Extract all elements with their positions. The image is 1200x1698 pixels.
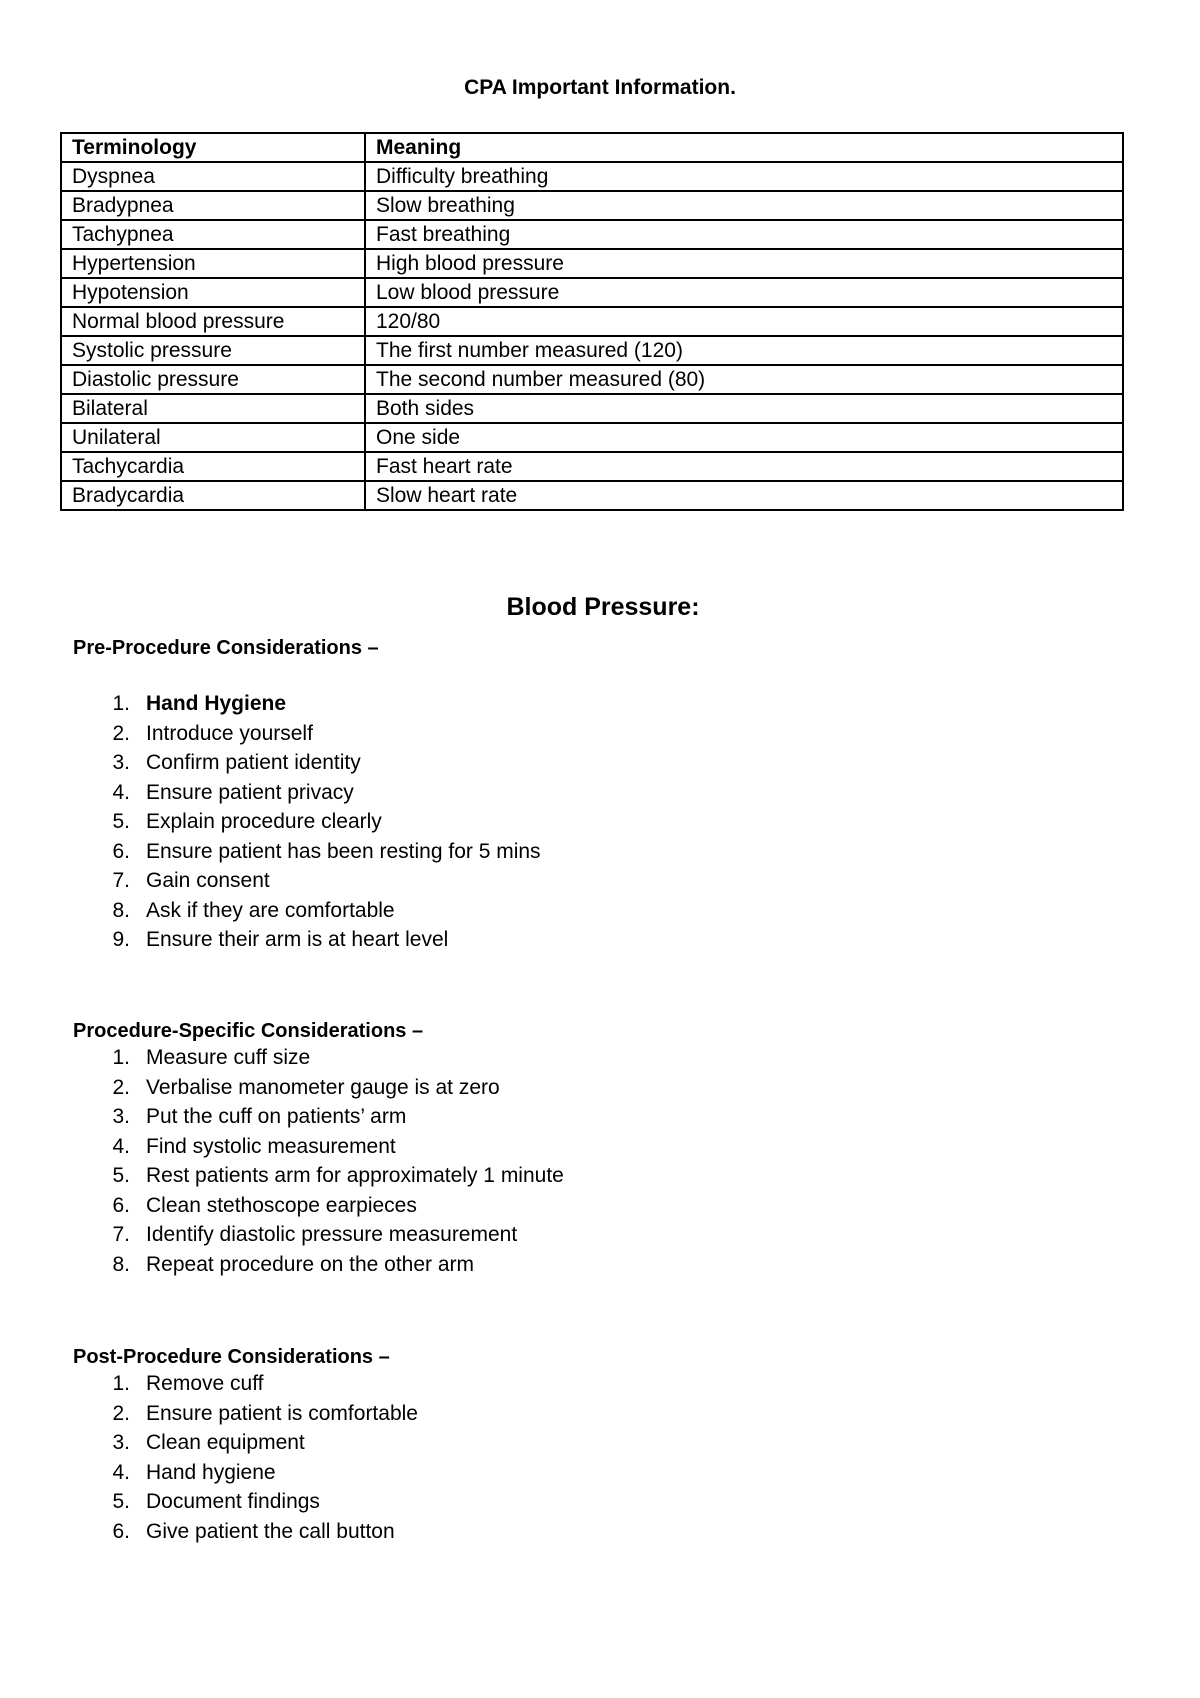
list-item-text: Document findings [146, 1490, 320, 1513]
list-number: 1. [112, 1372, 130, 1395]
list-item-text: Ensure patient has been resting for 5 mins [146, 839, 541, 863]
pre-procedure-heading: Pre-Procedure Considerations – [73, 637, 379, 659]
list-item-text: Rest patients arm for approximately 1 minute [146, 1164, 564, 1187]
list-number: 6. [112, 1193, 130, 1217]
table-row [61, 220, 1123, 249]
list-item-text: Ask if they are comfortable [146, 898, 395, 922]
table-header-row [61, 133, 1123, 162]
terminology-table [60, 132, 1124, 511]
list-item-text: Give patient the call button [146, 1519, 395, 1543]
table-row [61, 278, 1123, 307]
list-number: 7. [112, 1223, 130, 1246]
list-item-text: Hand hygiene [146, 1460, 276, 1484]
list-number: 6. [112, 839, 130, 863]
table-row [61, 249, 1123, 278]
table-row [61, 162, 1123, 191]
list-item-text: Identify diastolic pressure measurement [146, 1223, 518, 1246]
meaning-cell: Fast breathing [365, 220, 1123, 249]
meaning-cell: High blood pressure [365, 249, 1123, 278]
term-cell: Systolic pressure [61, 336, 365, 365]
list-item-text: Repeat procedure on the other arm [146, 1252, 475, 1276]
column-header-terminology: Terminology [61, 133, 365, 162]
meaning-cell: 120/80 [365, 307, 1123, 336]
term-cell: Bilateral [61, 394, 365, 423]
list-number: 4. [112, 1134, 130, 1158]
meaning-cell: Difficulty breathing [365, 162, 1123, 191]
list-number: 7. [112, 869, 130, 892]
table-row [61, 307, 1123, 336]
meaning-cell: The second number measured (80) [365, 365, 1123, 394]
list-item-text: Hand Hygiene [146, 692, 287, 715]
list-number: 5. [112, 1164, 130, 1187]
table-row [61, 191, 1123, 220]
list-item-text: Gain consent [146, 869, 270, 892]
list-number: 8. [112, 1252, 130, 1276]
list-item-text: Ensure their arm is at heart level [146, 928, 449, 951]
list-number: 2. [112, 721, 130, 745]
meaning-cell: Slow heart rate [365, 481, 1123, 510]
list-item-text: Remove cuff [146, 1372, 264, 1395]
term-cell: Normal blood pressure [61, 307, 365, 336]
list-number: 1. [112, 692, 130, 715]
term-cell: Diastolic pressure [61, 365, 365, 394]
term-cell: Tachypnea [61, 220, 365, 249]
term-cell: Bradycardia [61, 481, 365, 510]
list-number: 4. [112, 1460, 130, 1484]
list-item-text: Ensure patient is comfortable [146, 1401, 418, 1425]
list-item-text: Clean stethoscope earpieces [146, 1193, 417, 1217]
meaning-cell: Both sides [365, 394, 1123, 423]
list-number: 2. [112, 1075, 130, 1099]
term-cell: Bradypnea [61, 191, 365, 220]
list-number: 3. [112, 1105, 130, 1128]
list-item-text: Measure cuff size [146, 1046, 311, 1069]
meaning-cell: The first number measured (120) [365, 336, 1123, 365]
list-number: 2. [112, 1401, 130, 1425]
list-item-text: Introduce yourself [146, 721, 313, 745]
term-cell: Dyspnea [61, 162, 365, 191]
post-procedure-heading: Post-Procedure Considerations – [73, 1346, 390, 1368]
meaning-cell: One side [365, 423, 1123, 452]
table-row [61, 423, 1123, 452]
term-cell: Unilateral [61, 423, 365, 452]
list-number: 1. [112, 1046, 130, 1069]
table-row [61, 336, 1123, 365]
list-number: 3. [112, 1431, 130, 1454]
meaning-cell: Fast heart rate [365, 452, 1123, 481]
list-item-text: Ensure patient privacy [146, 780, 354, 804]
column-header-meaning: Meaning [365, 133, 1123, 162]
list-number: 9. [112, 928, 130, 951]
list-number: 3. [112, 751, 130, 774]
list-number: 5. [112, 810, 130, 833]
table-row [61, 365, 1123, 394]
list-number: 6. [112, 1519, 130, 1543]
term-cell: Tachycardia [61, 452, 365, 481]
list-item-text: Clean equipment [146, 1431, 305, 1454]
list-number: 8. [112, 898, 130, 922]
meaning-cell: Low blood pressure [365, 278, 1123, 307]
list-item-text: Put the cuff on patients’ arm [146, 1105, 407, 1128]
list-item-text: Confirm patient identity [146, 751, 361, 774]
list-number: 4. [112, 780, 130, 804]
list-number: 5. [112, 1490, 130, 1513]
document-title: CPA Important Information. [464, 76, 736, 99]
blood-pressure-title: Blood Pressure: [506, 593, 700, 621]
list-item-text: Verbalise manometer gauge is at zero [146, 1075, 500, 1099]
table-row [61, 452, 1123, 481]
list-item-text: Explain procedure clearly [146, 810, 382, 833]
list-item-text: Find systolic measurement [146, 1134, 396, 1158]
table-row [61, 394, 1123, 423]
table-row [61, 481, 1123, 510]
term-cell: Hypertension [61, 249, 365, 278]
term-cell: Hypotension [61, 278, 365, 307]
procedure-specific-heading: Procedure-Specific Considerations – [73, 1020, 424, 1042]
meaning-cell: Slow breathing [365, 191, 1123, 220]
